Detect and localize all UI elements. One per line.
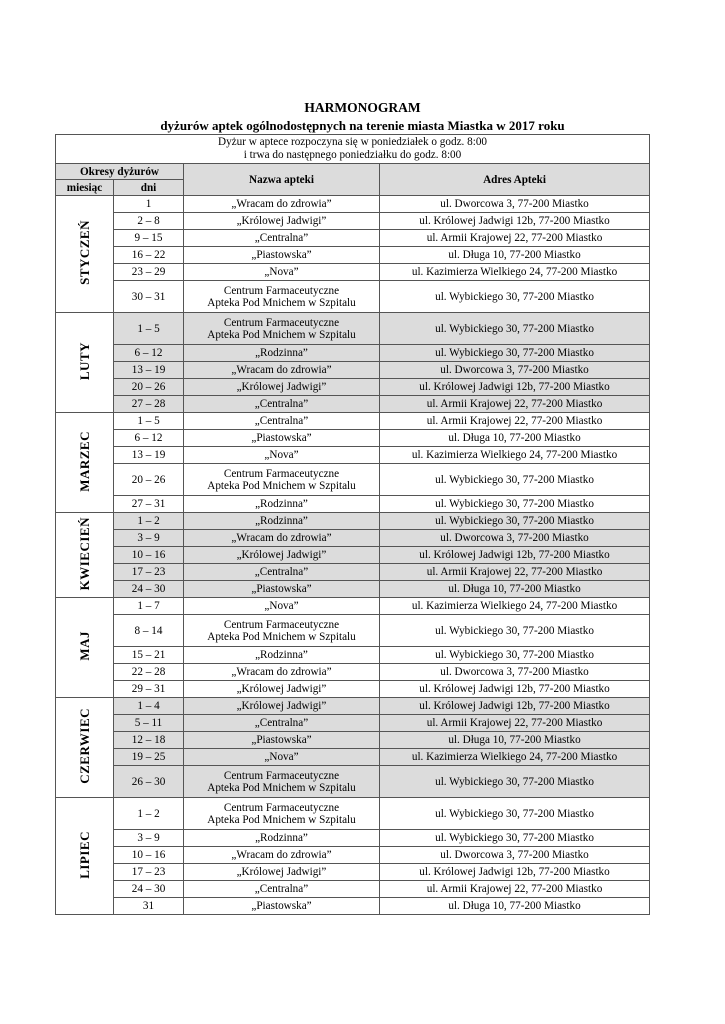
duty-note-line-2: i trwa do następnego poniedziałku do godz. 8:00 xyxy=(243,149,462,161)
pharmacy-name-cell xyxy=(184,447,380,464)
days-cell: 27 – 28 xyxy=(114,396,184,413)
pharmacy-name-line: Apteka Pod Mnichem w Szpitalu xyxy=(207,630,356,643)
pharmacy-address-cell: ul. Dworcowa 3, 77-200 Miastko xyxy=(380,196,650,213)
pharmacy-name-cell xyxy=(184,732,380,749)
month-cell xyxy=(56,313,114,413)
table-row xyxy=(56,647,650,664)
pharmacy-name-line: „Królowej Jadwigi” xyxy=(236,700,327,712)
pharmacy-name-line: „Centralna” xyxy=(254,398,309,410)
table-row xyxy=(56,847,650,864)
pharmacy-name-cell xyxy=(184,396,380,413)
pharmacy-name-line: Apteka Pod Mnichem w Szpitalu xyxy=(207,813,356,826)
table-row xyxy=(56,313,650,345)
days-cell: 20 – 26 xyxy=(114,464,184,496)
pharmacy-name-line: Centrum Farmaceutyczne xyxy=(223,467,340,480)
table-row xyxy=(56,379,650,396)
pharmacy-name-line: „Piastowska” xyxy=(251,900,312,912)
pharmacy-address-cell: ul. Wybickiego 30, 77-200 Miastko xyxy=(380,496,650,513)
days-cell: 10 – 16 xyxy=(114,847,184,864)
pharmacy-address-cell: ul. Kazimierza Wielkiego 24, 77-200 Miastko xyxy=(380,264,650,281)
header-days: dni xyxy=(114,180,184,196)
table-row xyxy=(56,264,650,281)
month-cell xyxy=(56,513,114,598)
pharmacy-address-cell: ul. Dworcowa 3, 77-200 Miastko xyxy=(380,530,650,547)
pharmacy-name-cell xyxy=(184,681,380,698)
pharmacy-name-cell xyxy=(184,313,380,345)
days-cell: 1 – 4 xyxy=(114,698,184,715)
table-row xyxy=(56,615,650,647)
month-label: MARZEC xyxy=(76,430,92,492)
pharmacy-address-cell: ul. Długa 10, 77-200 Miastko xyxy=(380,581,650,598)
pharmacy-address-cell: ul. Królowej Jadwigi 12b, 77-200 Miastko xyxy=(380,681,650,698)
pharmacy-name-line: „Centralna” xyxy=(254,566,309,578)
pharmacy-name-line: „Wracam do zdrowia” xyxy=(231,364,332,376)
pharmacy-name-line: „Królowej Jadwigi” xyxy=(236,381,327,393)
pharmacy-name-cell xyxy=(184,247,380,264)
pharmacy-address-cell: ul. Długa 10, 77-200 Miastko xyxy=(380,898,650,915)
pharmacy-name-line: „Nova” xyxy=(264,266,299,278)
pharmacy-address-cell: ul. Armii Krajowej 22, 77-200 Miastko xyxy=(380,715,650,732)
document-title: HARMONOGRAM xyxy=(304,100,421,115)
pharmacy-name-cell xyxy=(184,664,380,681)
pharmacy-name-line: „Królowej Jadwigi” xyxy=(236,215,327,227)
days-cell: 24 – 30 xyxy=(114,881,184,898)
pharmacy-name-line: Centrum Farmaceutyczne xyxy=(223,769,340,782)
pharmacy-name-cell xyxy=(184,698,380,715)
days-cell: 16 – 22 xyxy=(114,247,184,264)
duty-note xyxy=(56,135,650,164)
pharmacy-name-line: „Wracam do zdrowia” xyxy=(231,849,332,861)
pharmacy-address-cell: ul. Kazimierza Wielkiego 24, 77-200 Miastko xyxy=(380,598,650,615)
pharmacy-name-cell xyxy=(184,464,380,496)
pharmacy-name-cell xyxy=(184,830,380,847)
table-row xyxy=(56,798,650,830)
pharmacy-address-cell: ul. Wybickiego 30, 77-200 Miastko xyxy=(380,281,650,313)
table-row xyxy=(56,496,650,513)
pharmacy-name-cell xyxy=(184,766,380,798)
pharmacy-address-cell: ul. Armii Krajowej 22, 77-200 Miastko xyxy=(380,396,650,413)
days-cell: 1 – 7 xyxy=(114,598,184,615)
pharmacy-name-cell xyxy=(184,413,380,430)
table-row xyxy=(56,413,650,430)
month-label: CZERWIEC xyxy=(76,708,92,784)
header-month: miesiąc xyxy=(56,180,114,196)
month-cell xyxy=(56,798,114,915)
days-cell: 1 – 5 xyxy=(114,413,184,430)
pharmacy-address-cell: ul. Wybickiego 30, 77-200 Miastko xyxy=(380,513,650,530)
days-cell: 1 – 2 xyxy=(114,798,184,830)
days-cell: 6 – 12 xyxy=(114,345,184,362)
pharmacy-name-line: „Rodzinna” xyxy=(255,515,308,527)
days-cell: 19 – 25 xyxy=(114,749,184,766)
table-row xyxy=(56,281,650,313)
pharmacy-name-line: „Nova” xyxy=(264,449,299,461)
pharmacy-name-cell xyxy=(184,264,380,281)
pharmacy-name-line: Centrum Farmaceutyczne xyxy=(223,316,340,329)
table-row xyxy=(56,196,650,213)
pharmacy-address-cell: ul. Wybickiego 30, 77-200 Miastko xyxy=(380,647,650,664)
pharmacy-name-cell xyxy=(184,898,380,915)
header-pharmacy-name: Nazwa apteki xyxy=(184,164,380,196)
month-label: LIPIEC xyxy=(76,830,92,879)
pharmacy-name-line: „Piastowska” xyxy=(251,734,312,746)
pharmacy-name-cell xyxy=(184,530,380,547)
pharmacy-name-cell xyxy=(184,196,380,213)
days-cell: 10 – 16 xyxy=(114,547,184,564)
days-cell: 1 – 5 xyxy=(114,313,184,345)
pharmacy-name-line: „Rodzinna” xyxy=(255,347,308,359)
pharmacy-address-cell: ul. Wybickiego 30, 77-200 Miastko xyxy=(380,830,650,847)
pharmacy-name-cell xyxy=(184,496,380,513)
pharmacy-address-cell: ul. Kazimierza Wielkiego 24, 77-200 Miastko xyxy=(380,749,650,766)
table-row xyxy=(56,547,650,564)
pharmacy-address-cell: ul. Wybickiego 30, 77-200 Miastko xyxy=(380,615,650,647)
pharmacy-name-cell xyxy=(184,798,380,830)
pharmacy-name-cell xyxy=(184,715,380,732)
table-row xyxy=(56,898,650,915)
table-row xyxy=(56,664,650,681)
duty-schedule-table xyxy=(55,134,650,915)
pharmacy-name-line: „Rodzinna” xyxy=(255,832,308,844)
table-row xyxy=(56,345,650,362)
pharmacy-name-cell xyxy=(184,615,380,647)
table-row xyxy=(56,881,650,898)
pharmacy-name-cell xyxy=(184,547,380,564)
table-row xyxy=(56,530,650,547)
table-row xyxy=(56,766,650,798)
pharmacy-name-cell xyxy=(184,362,380,379)
table-row xyxy=(56,698,650,715)
table-row xyxy=(56,732,650,749)
days-cell: 3 – 9 xyxy=(114,530,184,547)
pharmacy-name-line: „Centralna” xyxy=(254,717,309,729)
month-cell xyxy=(56,196,114,313)
table-row xyxy=(56,464,650,496)
days-cell: 27 – 31 xyxy=(114,496,184,513)
days-cell: 15 – 21 xyxy=(114,647,184,664)
month-cell xyxy=(56,698,114,798)
pharmacy-name-line: „Królowej Jadwigi” xyxy=(236,549,327,561)
pharmacy-address-cell: ul. Długa 10, 77-200 Miastko xyxy=(380,430,650,447)
pharmacy-name-line: Apteka Pod Mnichem w Szpitalu xyxy=(207,479,356,492)
header-periods: Okresy dyżurów xyxy=(56,164,184,180)
document-subtitle: dyżurów aptek ogólnodostępnych na terenie miasta Miastka w 2017 roku xyxy=(160,118,565,133)
table-row xyxy=(56,564,650,581)
month-label: KWIECIEŃ xyxy=(76,516,92,591)
month-cell xyxy=(56,598,114,698)
pharmacy-name-line: „Nova” xyxy=(264,751,299,763)
month-label: STYCZEŃ xyxy=(76,220,92,285)
table-row xyxy=(56,230,650,247)
pharmacy-address-cell: ul. Armii Krajowej 22, 77-200 Miastko xyxy=(380,413,650,430)
days-cell: 12 – 18 xyxy=(114,732,184,749)
days-cell: 1 – 2 xyxy=(114,513,184,530)
pharmacy-address-cell: ul. Dworcowa 3, 77-200 Miastko xyxy=(380,362,650,379)
pharmacy-name-line: „Nova” xyxy=(264,600,299,612)
pharmacy-name-line: „Piastowska” xyxy=(251,432,312,444)
pharmacy-address-cell: ul. Królowej Jadwigi 12b, 77-200 Miastko xyxy=(380,698,650,715)
month-label: MAJ xyxy=(76,631,92,661)
pharmacy-address-cell: ul. Długa 10, 77-200 Miastko xyxy=(380,247,650,264)
table-row xyxy=(56,247,650,264)
pharmacy-name-line: Apteka Pod Mnichem w Szpitalu xyxy=(207,296,356,309)
pharmacy-name-cell xyxy=(184,281,380,313)
pharmacy-name-line: „Rodzinna” xyxy=(255,649,308,661)
table-row xyxy=(56,447,650,464)
days-cell: 2 – 8 xyxy=(114,213,184,230)
pharmacy-name-line: Centrum Farmaceutyczne xyxy=(223,284,340,297)
pharmacy-address-cell: ul. Królowej Jadwigi 12b, 77-200 Miastko xyxy=(380,213,650,230)
table-row xyxy=(56,430,650,447)
days-cell: 29 – 31 xyxy=(114,681,184,698)
pharmacy-name-cell xyxy=(184,581,380,598)
days-cell: 20 – 26 xyxy=(114,379,184,396)
pharmacy-name-line: „Piastowska” xyxy=(251,583,312,595)
days-cell: 3 – 9 xyxy=(114,830,184,847)
days-cell: 9 – 15 xyxy=(114,230,184,247)
pharmacy-name-line: „Królowej Jadwigi” xyxy=(236,683,327,695)
schedule-body xyxy=(56,196,650,915)
days-cell: 26 – 30 xyxy=(114,766,184,798)
table-row xyxy=(56,749,650,766)
days-cell: 24 – 30 xyxy=(114,581,184,598)
pharmacy-name-line: „Królowej Jadwigi” xyxy=(236,866,327,878)
pharmacy-address-cell: ul. Królowej Jadwigi 12b, 77-200 Miastko xyxy=(380,864,650,881)
pharmacy-name-line: „Centralna” xyxy=(254,415,309,427)
table-row xyxy=(56,513,650,530)
pharmacy-name-line: „Wracam do zdrowia” xyxy=(231,666,332,678)
pharmacy-address-cell: ul. Dworcowa 3, 77-200 Miastko xyxy=(380,847,650,864)
pharmacy-name-line: „Wracam do zdrowia” xyxy=(231,198,332,210)
table-row xyxy=(56,681,650,698)
days-cell: 6 – 12 xyxy=(114,430,184,447)
days-cell: 23 – 29 xyxy=(114,264,184,281)
days-cell: 13 – 19 xyxy=(114,447,184,464)
table-row xyxy=(56,362,650,379)
pharmacy-address-cell: ul. Wybickiego 30, 77-200 Miastko xyxy=(380,313,650,345)
pharmacy-name-line: „Rodzinna” xyxy=(255,498,308,510)
table-row xyxy=(56,715,650,732)
days-cell: 8 – 14 xyxy=(114,615,184,647)
pharmacy-name-cell xyxy=(184,598,380,615)
pharmacy-name-line: Apteka Pod Mnichem w Szpitalu xyxy=(207,328,356,341)
pharmacy-name-cell xyxy=(184,564,380,581)
days-cell: 13 – 19 xyxy=(114,362,184,379)
pharmacy-name-cell xyxy=(184,379,380,396)
days-cell: 22 – 28 xyxy=(114,664,184,681)
pharmacy-name-cell xyxy=(184,230,380,247)
pharmacy-address-cell: ul. Wybickiego 30, 77-200 Miastko xyxy=(380,766,650,798)
table-row xyxy=(56,581,650,598)
pharmacy-name-cell xyxy=(184,513,380,530)
pharmacy-address-cell: ul. Armii Krajowej 22, 77-200 Miastko xyxy=(380,230,650,247)
month-label: LUTY xyxy=(76,341,92,381)
pharmacy-name-line: Centrum Farmaceutyczne xyxy=(223,618,340,631)
pharmacy-name-cell xyxy=(184,864,380,881)
pharmacy-name-line: Apteka Pod Mnichem w Szpitalu xyxy=(207,781,356,794)
pharmacy-name-cell xyxy=(184,749,380,766)
pharmacy-address-cell: ul. Wybickiego 30, 77-200 Miastko xyxy=(380,798,650,830)
days-cell: 1 xyxy=(114,196,184,213)
pharmacy-name-line: „Piastowska” xyxy=(251,249,312,261)
pharmacy-address-cell: ul. Kazimierza Wielkiego 24, 77-200 Miastko xyxy=(380,447,650,464)
pharmacy-name-line: „Centralna” xyxy=(254,883,309,895)
pharmacy-name-cell xyxy=(184,430,380,447)
pharmacy-name-cell xyxy=(184,213,380,230)
pharmacy-name-line: „Centralna” xyxy=(254,232,309,244)
pharmacy-address-cell: ul. Królowej Jadwigi 12b, 77-200 Miastko xyxy=(380,379,650,396)
pharmacy-address-cell: ul. Dworcowa 3, 77-200 Miastko xyxy=(380,664,650,681)
days-cell: 31 xyxy=(114,898,184,915)
month-cell xyxy=(56,413,114,513)
pharmacy-name-cell xyxy=(184,647,380,664)
pharmacy-address-cell: ul. Wybickiego 30, 77-200 Miastko xyxy=(380,345,650,362)
pharmacy-name-line: „Wracam do zdrowia” xyxy=(231,532,332,544)
table-row xyxy=(56,213,650,230)
days-cell: 17 – 23 xyxy=(114,564,184,581)
pharmacy-name-cell xyxy=(184,345,380,362)
pharmacy-address-cell: ul. Królowej Jadwigi 12b, 77-200 Miastko xyxy=(380,547,650,564)
days-cell: 30 – 31 xyxy=(114,281,184,313)
pharmacy-address-cell: ul. Wybickiego 30, 77-200 Miastko xyxy=(380,464,650,496)
pharmacy-address-cell: ul. Armii Krajowej 22, 77-200 Miastko xyxy=(380,881,650,898)
pharmacy-name-cell xyxy=(184,847,380,864)
pharmacy-address-cell: ul. Długa 10, 77-200 Miastko xyxy=(380,732,650,749)
days-cell: 5 – 11 xyxy=(114,715,184,732)
duty-note-line-1: Dyżur w aptece rozpoczyna się w poniedziałek o godz. 8:00 xyxy=(218,136,488,148)
pharmacy-address-cell: ul. Armii Krajowej 22, 77-200 Miastko xyxy=(380,564,650,581)
pharmacy-name-line: Centrum Farmaceutyczne xyxy=(223,801,340,814)
table-row xyxy=(56,396,650,413)
header-pharmacy-address: Adres Apteki xyxy=(380,164,650,196)
table-row xyxy=(56,598,650,615)
table-row xyxy=(56,830,650,847)
days-cell: 17 – 23 xyxy=(114,864,184,881)
table-row xyxy=(56,864,650,881)
pharmacy-name-cell xyxy=(184,881,380,898)
